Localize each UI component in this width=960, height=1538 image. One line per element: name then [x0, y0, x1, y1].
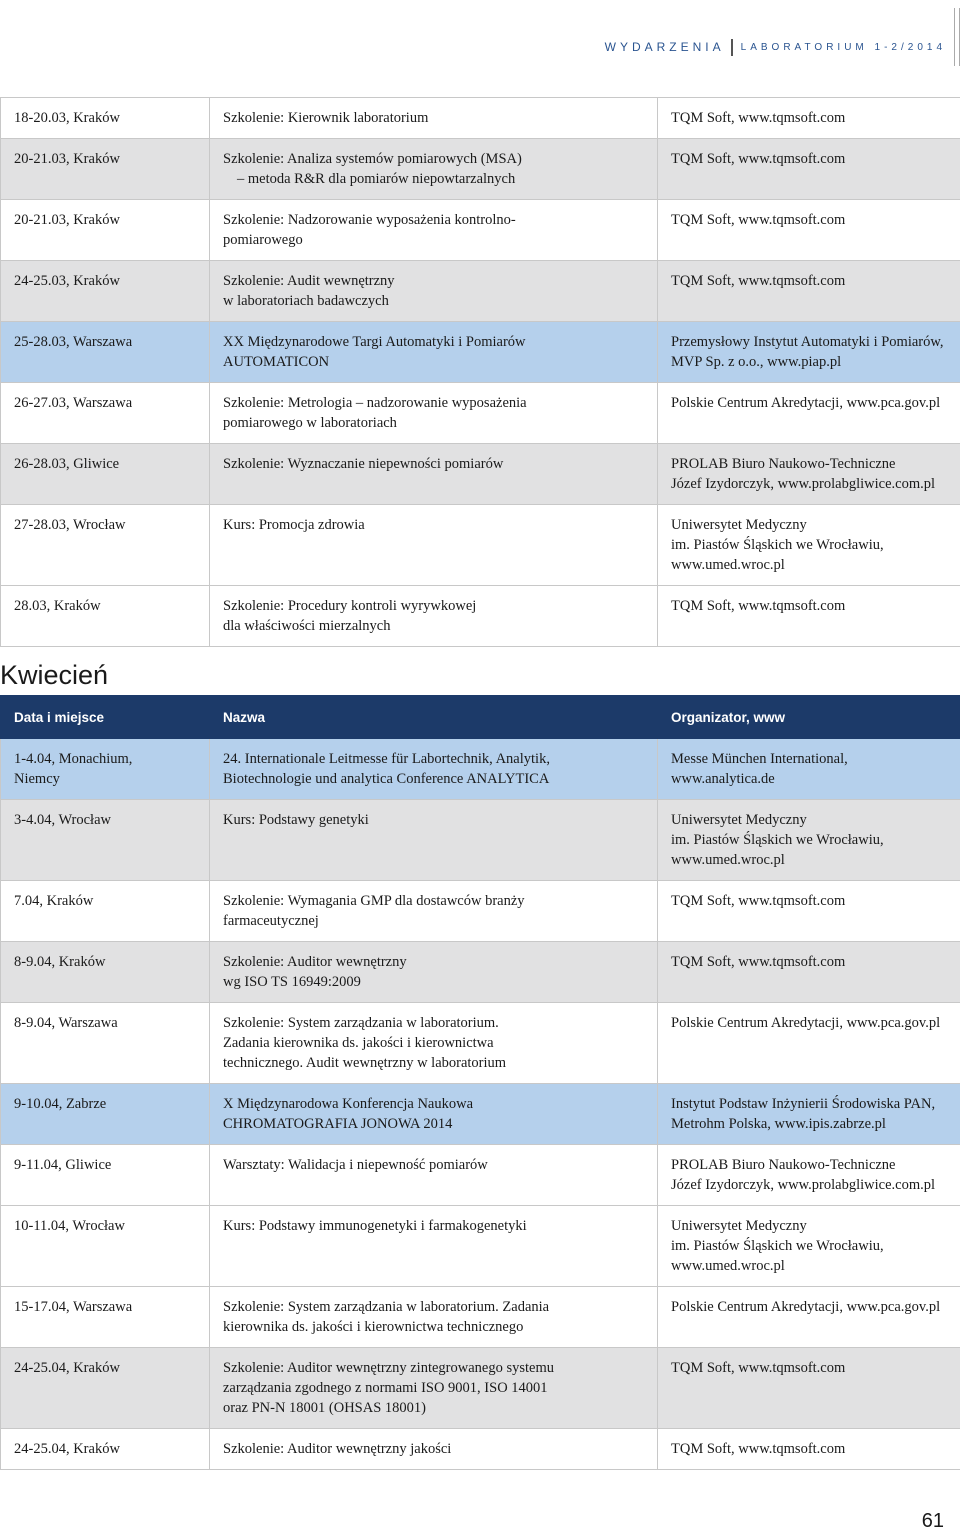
event-date-cell	[1, 1145, 210, 1206]
event-name-line: – metoda R&R dla pomiarów niepowtarzalnych	[237, 171, 516, 187]
event-organizer-cell	[658, 98, 960, 139]
event-organizer-cell	[658, 1348, 960, 1429]
event-date-line: 26-27.03, Warszawa	[14, 395, 133, 411]
event-organizer-line: www.umed.wroc.pl	[671, 557, 785, 573]
event-name-line: oraz PN-N 18001 (OHSAS 18001)	[223, 1400, 426, 1416]
event-date-cell	[1, 200, 210, 261]
table-row	[1, 942, 960, 1003]
event-name-cell	[210, 322, 658, 383]
event-organizer-line: Polskie Centrum Akredytacji, www.pca.gov.pl	[671, 1299, 941, 1315]
event-organizer-cell	[658, 322, 960, 383]
event-date-line: Niemcy	[14, 771, 60, 787]
event-date-line: 24-25.03, Kraków	[14, 273, 120, 289]
table-row	[1, 881, 960, 942]
event-name-line: Szkolenie: Procedury kontroli wyrywkowej	[223, 598, 477, 614]
table-row	[1, 1206, 960, 1287]
event-name-cell	[210, 1429, 658, 1470]
column-header-name: Nazwa	[210, 696, 658, 739]
event-date-line: 25-28.03, Warszawa	[14, 334, 133, 350]
event-name-line: dla właściwości mierzalnych	[223, 618, 391, 634]
event-organizer-line: TQM Soft, www.tqmsoft.com	[671, 598, 846, 614]
table-row	[1, 322, 960, 383]
event-organizer-line: TQM Soft, www.tqmsoft.com	[671, 273, 846, 289]
event-date-line: 1-4.04, Monachium,	[14, 751, 133, 767]
table-header-row	[1, 696, 960, 739]
event-name-line: Biotechnologie und analytica Conference ANALYTICA	[223, 771, 550, 787]
event-name-cell	[210, 586, 658, 647]
event-name-cell	[210, 505, 658, 586]
table-row	[1, 139, 960, 200]
event-name-cell	[210, 200, 658, 261]
table-row	[1, 800, 960, 881]
event-date-cell	[1, 505, 210, 586]
table-row	[1, 261, 960, 322]
event-name-cell	[210, 1206, 658, 1287]
header-divider	[731, 39, 733, 56]
event-name-line: zarządzania zgodnego z normami ISO 9001, ISO 14001	[223, 1380, 548, 1396]
event-name-line: Szkolenie: Kierownik laboratorium	[223, 110, 429, 126]
event-organizer-line: PROLAB Biuro Naukowo-Techniczne	[671, 456, 896, 472]
event-name-cell	[210, 98, 658, 139]
event-name-line: Kurs: Podstawy immunogenetyki i farmakogenetyki	[223, 1218, 527, 1234]
event-name-line: Szkolenie: System zarządzania w laboratorium. Zadania	[223, 1299, 550, 1315]
event-name-cell	[210, 1003, 658, 1084]
event-name-line: AUTOMATICON	[223, 354, 330, 370]
event-name-line: Szkolenie: Nadzorowanie wyposażenia kontrolno-	[223, 212, 516, 228]
event-date-line: 9-11.04, Gliwice	[14, 1157, 112, 1173]
event-organizer-line: www.analytica.de	[671, 771, 775, 787]
table-row	[1, 1084, 960, 1145]
event-date-cell	[1, 942, 210, 1003]
event-organizer-line: Uniwersytet Medyczny	[671, 812, 807, 828]
event-name-line: Szkolenie: Audit wewnętrzny	[223, 273, 395, 289]
event-name-line: Szkolenie: Auditor wewnętrzny jakości	[223, 1441, 452, 1457]
event-date-cell	[1, 1084, 210, 1145]
event-organizer-line: Polskie Centrum Akredytacji, www.pca.gov.pl	[671, 395, 941, 411]
event-organizer-cell	[658, 800, 960, 881]
event-name-line: Zadania kierownika ds. jakości i kierownictwa	[223, 1035, 494, 1051]
table-row	[1, 1429, 960, 1470]
event-name-cell	[210, 1348, 658, 1429]
page-corner-mark	[954, 8, 960, 66]
table-row	[1, 1348, 960, 1429]
event-name-line: kierownika ds. jakości i kierownictwa technicznego	[223, 1319, 524, 1335]
event-date-line: 18-20.03, Kraków	[14, 110, 120, 126]
page-number: 61	[921, 1510, 944, 1532]
event-date-line: 20-21.03, Kraków	[14, 212, 120, 228]
event-name-line: Kurs: Promocja zdrowia	[223, 517, 365, 533]
event-date-cell	[1, 261, 210, 322]
table-row	[1, 586, 960, 647]
event-name-line: Szkolenie: Wymagania GMP dla dostawców branży	[223, 893, 525, 909]
event-date-cell	[1, 739, 210, 800]
event-date-line: 24-25.04, Kraków	[14, 1360, 120, 1376]
table-row	[1, 1287, 960, 1348]
event-organizer-line: TQM Soft, www.tqmsoft.com	[671, 893, 846, 909]
event-date-cell	[1, 444, 210, 505]
event-organizer-line: TQM Soft, www.tqmsoft.com	[671, 212, 846, 228]
event-organizer-line: TQM Soft, www.tqmsoft.com	[671, 1360, 846, 1376]
event-name-line: Kurs: Podstawy genetyki	[223, 812, 369, 828]
event-name-cell	[210, 139, 658, 200]
event-date-cell	[1, 383, 210, 444]
event-organizer-line: Messe München International,	[671, 751, 848, 767]
table-row	[1, 1145, 960, 1206]
event-name-line: w laboratoriach badawczych	[223, 293, 389, 309]
event-date-line: 24-25.04, Kraków	[14, 1441, 120, 1457]
event-date-line: 26-28.03, Gliwice	[14, 456, 120, 472]
event-organizer-cell	[658, 1145, 960, 1206]
event-name-line: X Międzynarodowa Konferencja Naukowa	[223, 1096, 474, 1112]
event-date-line: 10-11.04, Wrocław	[14, 1218, 125, 1234]
event-name-line: Warsztaty: Walidacja i niepewność pomiarów	[223, 1157, 488, 1173]
event-name-line: Szkolenie: Metrologia – nadzorowanie wyposażenia	[223, 395, 527, 411]
event-organizer-line: Józef Izydorczyk, www.prolabgliwice.com.pl	[671, 476, 935, 492]
event-name-cell	[210, 1084, 658, 1145]
event-organizer-line: TQM Soft, www.tqmsoft.com	[671, 151, 846, 167]
event-name-line: pomiarowego w laboratoriach	[223, 415, 397, 431]
event-date-cell	[1, 1287, 210, 1348]
april-events-table	[0, 695, 960, 1470]
event-name-line: Szkolenie: System zarządzania w laboratorium.	[223, 1015, 499, 1031]
event-organizer-cell	[658, 1084, 960, 1145]
event-name-line: Szkolenie: Analiza systemów pomiarowych (MSA)	[223, 151, 522, 167]
event-name-line: technicznego. Audit wewnętrzny w laboratorium	[223, 1055, 507, 1071]
issue-label: LABORATORIUM 1-2/2014	[740, 41, 946, 53]
event-organizer-line: www.umed.wroc.pl	[671, 852, 785, 868]
event-date-cell	[1, 1348, 210, 1429]
table-row	[1, 444, 960, 505]
event-organizer-line: PROLAB Biuro Naukowo-Techniczne	[671, 1157, 896, 1173]
event-name-cell	[210, 383, 658, 444]
event-name-line: 24. Internationale Leitmesse für Labortechnik, Analytik,	[223, 751, 550, 767]
event-organizer-line: Instytut Podstaw Inżynierii Środowiska PAN,	[671, 1096, 936, 1112]
event-date-line: 20-21.03, Kraków	[14, 151, 120, 167]
event-organizer-line: Przemysłowy Instytut Automatyki i Pomiarów,	[671, 334, 944, 350]
event-organizer-cell	[658, 739, 960, 800]
event-organizer-cell	[658, 586, 960, 647]
table-row	[1, 98, 960, 139]
event-name-cell	[210, 739, 658, 800]
event-organizer-line: www.umed.wroc.pl	[671, 1258, 785, 1274]
event-organizer-cell	[658, 1003, 960, 1084]
event-name-line: pomiarowego	[223, 232, 303, 248]
event-date-cell	[1, 98, 210, 139]
march-events-table	[0, 97, 960, 647]
table-row	[1, 1003, 960, 1084]
event-name-cell	[210, 444, 658, 505]
event-organizer-line: im. Piastów Śląskich we Wrocławiu,	[671, 832, 884, 848]
event-name-line: farmaceutycznej	[223, 913, 319, 929]
event-organizer-line: im. Piastów Śląskich we Wrocławiu,	[671, 537, 884, 553]
column-header-organizer: Organizator, www	[658, 696, 960, 739]
event-date-cell	[1, 881, 210, 942]
event-name-line: wg ISO TS 16949:2009	[223, 974, 361, 990]
event-organizer-line: TQM Soft, www.tqmsoft.com	[671, 110, 846, 126]
event-date-line: 28.03, Kraków	[14, 598, 101, 614]
event-date-line: 15-17.04, Warszawa	[14, 1299, 133, 1315]
event-name-line: Szkolenie: Auditor wewnętrzny zintegrowanego systemu	[223, 1360, 555, 1376]
event-date-line: 9-10.04, Zabrze	[14, 1096, 107, 1112]
event-organizer-cell	[658, 1429, 960, 1470]
event-organizer-line: Józef Izydorczyk, www.prolabgliwice.com.pl	[671, 1177, 935, 1193]
event-date-cell	[1, 1429, 210, 1470]
event-organizer-cell	[658, 1206, 960, 1287]
event-organizer-cell	[658, 1287, 960, 1348]
event-organizer-line: Polskie Centrum Akredytacji, www.pca.gov.pl	[671, 1015, 941, 1031]
column-header-date: Data i miejsce	[1, 696, 210, 739]
event-name-cell	[210, 942, 658, 1003]
event-organizer-cell	[658, 200, 960, 261]
event-organizer-cell	[658, 383, 960, 444]
event-date-cell	[1, 586, 210, 647]
event-organizer-cell	[658, 444, 960, 505]
event-date-cell	[1, 322, 210, 383]
event-organizer-cell	[658, 261, 960, 322]
event-name-cell	[210, 881, 658, 942]
event-organizer-line: Metrohm Polska, www.ipis.zabrze.pl	[671, 1116, 886, 1132]
month-heading: Kwiecień	[0, 660, 109, 690]
event-organizer-cell	[658, 505, 960, 586]
event-date-line: 8-9.04, Warszawa	[14, 1015, 118, 1031]
event-name-line: XX Międzynarodowe Targi Automatyki i Pomiarów	[223, 334, 526, 350]
event-organizer-line: TQM Soft, www.tqmsoft.com	[671, 954, 846, 970]
event-organizer-line: MVP Sp. z o.o., www.piap.pl	[671, 354, 842, 370]
event-name-line: Szkolenie: Auditor wewnętrzny	[223, 954, 407, 970]
event-organizer-cell	[658, 881, 960, 942]
event-organizer-cell	[658, 139, 960, 200]
event-date-line: 27-28.03, Wrocław	[14, 517, 126, 533]
event-date-line: 7.04, Kraków	[14, 893, 94, 909]
event-organizer-cell	[658, 942, 960, 1003]
event-name-line: Szkolenie: Wyznaczanie niepewności pomiarów	[223, 456, 504, 472]
section-title: WYDARZENIA	[604, 40, 725, 54]
event-date-line: 8-9.04, Kraków	[14, 954, 106, 970]
event-organizer-line: Uniwersytet Medyczny	[671, 1218, 807, 1234]
event-name-cell	[210, 1287, 658, 1348]
event-organizer-line: im. Piastów Śląskich we Wrocławiu,	[671, 1238, 884, 1254]
table-row	[1, 739, 960, 800]
event-date-cell	[1, 800, 210, 881]
event-date-cell	[1, 139, 210, 200]
table-row	[1, 505, 960, 586]
event-name-cell	[210, 800, 658, 881]
table-row	[1, 200, 960, 261]
event-date-cell	[1, 1003, 210, 1084]
event-name-cell	[210, 1145, 658, 1206]
event-name-cell	[210, 261, 658, 322]
event-date-cell	[1, 1206, 210, 1287]
event-organizer-line: Uniwersytet Medyczny	[671, 517, 807, 533]
event-date-line: 3-4.04, Wrocław	[14, 812, 111, 828]
event-organizer-line: TQM Soft, www.tqmsoft.com	[671, 1441, 846, 1457]
table-row	[1, 383, 960, 444]
running-header	[605, 38, 946, 56]
event-name-line: CHROMATOGRAFIA JONOWA 2014	[223, 1116, 453, 1132]
